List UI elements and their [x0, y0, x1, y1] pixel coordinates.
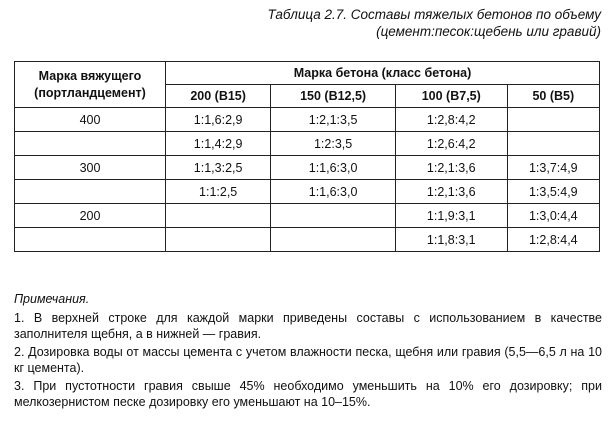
- mix-cell: 1:1,6:2,9: [166, 108, 271, 132]
- mix-cell: [507, 108, 599, 132]
- binder-cell: [15, 180, 166, 204]
- binder-cell: [15, 132, 166, 156]
- table-row: [15, 156, 600, 180]
- note-item: 1. В верхней строке для каждой марки приведены составы с использованием в качестве заполнителя щебня, а в нижней — гравия.: [14, 311, 602, 341]
- mix-cell: 1:1,4:2,9: [166, 132, 271, 156]
- table-caption: [267, 6, 601, 40]
- mix-cell: 1:2,1:3,6: [395, 156, 507, 180]
- table-row: [15, 180, 600, 204]
- mix-cell: 1:1,8:3,1: [395, 228, 507, 252]
- mix-cell: 1:3,5:4,9: [507, 180, 599, 204]
- binder-cell: 300: [15, 156, 166, 180]
- concrete-mix-table: [14, 61, 600, 252]
- mix-cell: 1:2,1:3,5: [271, 108, 396, 132]
- column-header: 150 (В12,5): [271, 85, 396, 108]
- table-row: [15, 228, 600, 252]
- mix-cell: 1:1:2,5: [166, 180, 271, 204]
- table-row: [15, 204, 600, 228]
- binder-cell: 400: [15, 108, 166, 132]
- mix-cell: [271, 228, 396, 252]
- notes-section: [14, 291, 602, 412]
- mix-cell: 1:1,6:3,0: [271, 156, 396, 180]
- mix-cell: 1:3,7:4,9: [507, 156, 599, 180]
- header-row: [15, 62, 600, 85]
- binder-cell: [15, 228, 166, 252]
- mix-cell: [507, 132, 599, 156]
- mix-cell: 1:3,0:4,4: [507, 204, 599, 228]
- table-row: [15, 108, 600, 132]
- notes-heading: Примечания.: [14, 292, 90, 306]
- note-item: 3. При пустотности гравия свыше 45% необходимо уменьшить на 10% его дозировку; при мелкозернистом песке дозировку его уменьшают на 10–15%.: [14, 379, 602, 409]
- column-header: 200 (В15): [166, 85, 271, 108]
- note-item: 2. Дозировка воды от массы цемента с учетом влажности песка, щебня или гравия (5,5—6,5 л на 10 кг цемента).: [14, 345, 602, 375]
- mix-cell: 1:2,8:4,4: [507, 228, 599, 252]
- column-header: 50 (В5): [507, 85, 599, 108]
- mix-cell: [271, 204, 396, 228]
- binder-header: Марка вяжущего (портландцемент): [15, 62, 166, 108]
- column-header: 100 (В7,5): [395, 85, 507, 108]
- mix-cell: 1:2:3,5: [271, 132, 396, 156]
- mix-cell: [166, 204, 271, 228]
- mix-cell: 1:2,6:4,2: [395, 132, 507, 156]
- concrete-grade-header: Марка бетона (класс бетона): [166, 62, 600, 85]
- mix-cell: 1:2,8:4,2: [395, 108, 507, 132]
- binder-cell: 200: [15, 204, 166, 228]
- mix-cell: 1:1,6:3,0: [271, 180, 396, 204]
- mix-cell: 1:2,1:3,6: [395, 180, 507, 204]
- caption-title: Таблица 2.7. Составы тяжелых бетонов по объему: [267, 7, 601, 22]
- mix-cell: 1:1,9:3,1: [395, 204, 507, 228]
- mix-cell: 1:1,3:2,5: [166, 156, 271, 180]
- mix-cell: [166, 228, 271, 252]
- caption-subtitle: (цемент:песок:щебень или гравий): [376, 24, 601, 39]
- table-row: [15, 132, 600, 156]
